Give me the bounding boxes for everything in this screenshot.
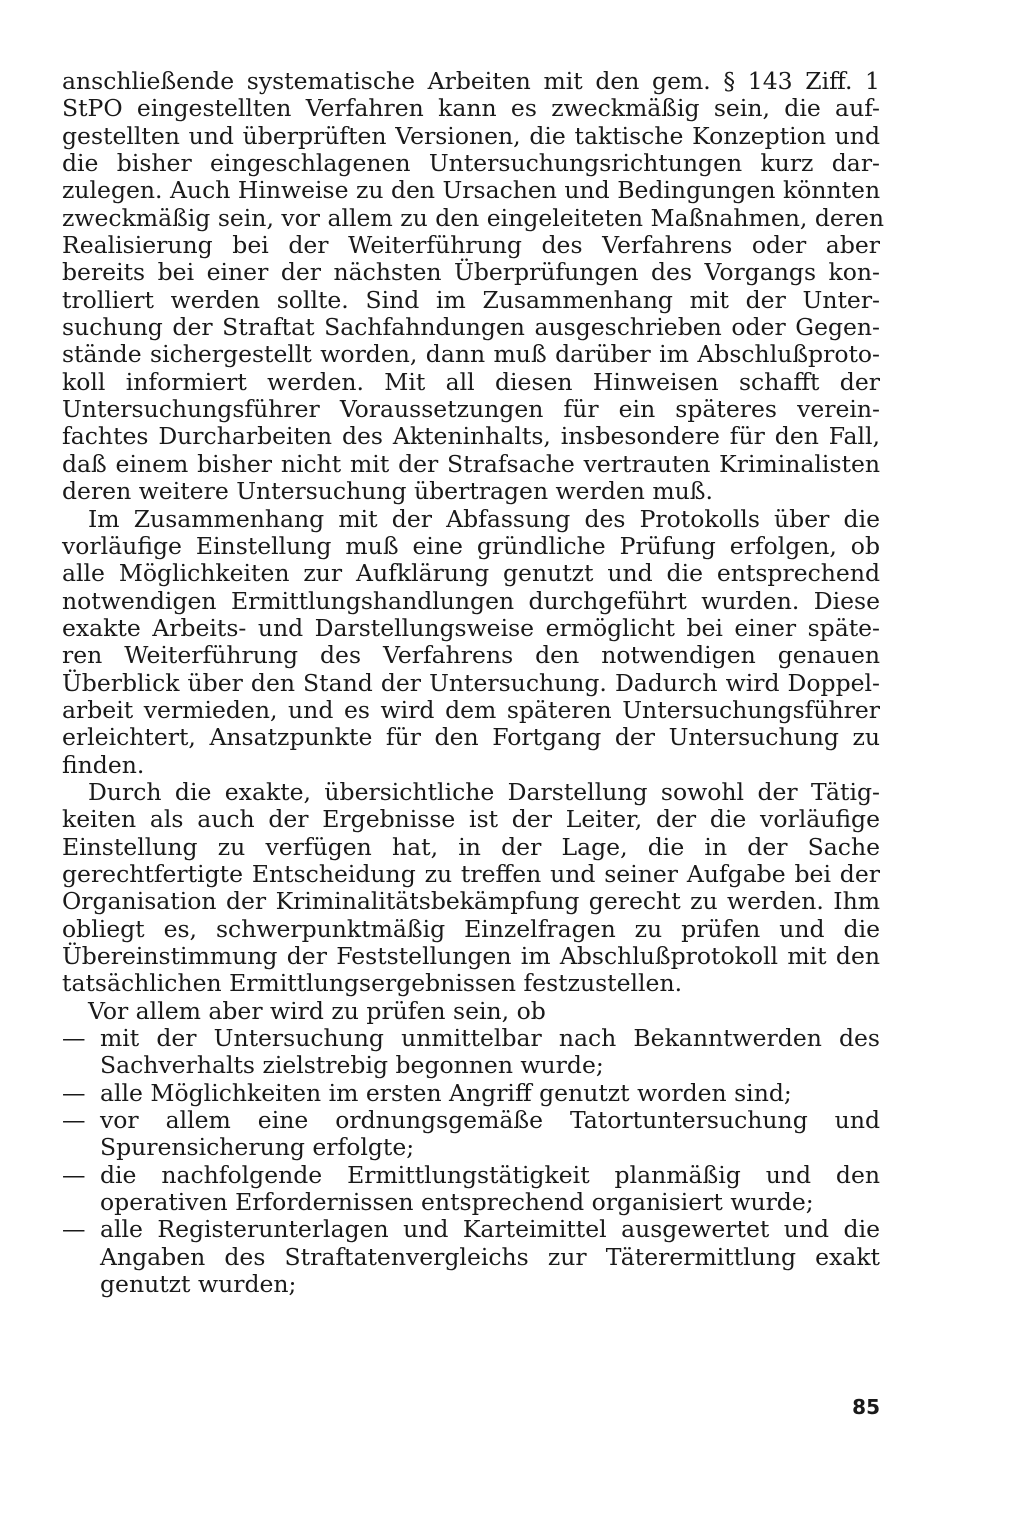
text-line: Realisierung bei der Weiterführung des Verfahrens oder aber	[62, 231, 880, 260]
dash-bullet: —	[62, 1106, 86, 1135]
text-line: stände sichergestellt worden, dann muß darüber im Abschlußproto-	[62, 340, 880, 369]
list-item-text: mit der Untersuchung unmittelbar nach Bekanntwerden des	[100, 1024, 880, 1053]
text-line: Organisation der Kriminalitätsbekämpfung gerecht zu werden. Ihm	[62, 887, 880, 916]
list-item-text: operativen Erfordernissen entsprechend organisiert wurde;	[100, 1188, 814, 1217]
text-line: Durch die exakte, übersichtliche Darstellung sowohl der Tätig-	[88, 777, 880, 806]
text-line: alle Möglichkeiten zur Aufklärung genutzt und die entsprechend	[62, 559, 880, 588]
text-line: zweckmäßig sein, vor allem zu den eingeleiteten Maßnahmen, deren	[62, 203, 885, 232]
text-line: finden.	[62, 750, 145, 779]
text-line: anschließende systematische Arbeiten mit den gem. § 143 Ziff. 1	[62, 67, 880, 95]
text-line: erleichtert, Ansatzpunkte für den Fortgang der Untersuchung zu	[62, 723, 880, 752]
list-item	[62, 1080, 880, 1107]
text-line: Untersuchungsführer Voraussetzungen für ein späteres verein-	[62, 395, 880, 424]
text-line: bereits bei einer der nächsten Überprüfungen des Vorgangs kon-	[62, 258, 880, 287]
text-line: tatsächlichen Ermittlungsergebnissen festzustellen.	[62, 969, 683, 998]
text-line: exakte Arbeits- und Darstellungsweise ermöglicht bei einer späte-	[62, 613, 880, 642]
text-line: daß einem bisher nicht mit der Strafsache vertrauten Kriminalisten	[62, 449, 880, 478]
text-line: die bisher eingeschlagenen Untersuchungsrichtungen kurz dar-	[62, 149, 880, 178]
text-line: gestellten und überprüften Versionen, die taktische Konzeption und	[62, 121, 880, 150]
text-line: suchung der Straftat Sachfahndungen ausgeschrieben oder Gegen-	[62, 313, 880, 342]
text-line: StPO eingestellten Verfahren kann es zweckmäßig sein, die auf-	[62, 94, 880, 123]
list-item	[62, 1162, 880, 1189]
text-line: arbeit vermieden, und es wird dem späteren Untersuchungsführer	[62, 695, 880, 724]
text-line: trolliert werden sollte. Sind im Zusammenhang mit der Unter-	[62, 285, 880, 314]
text-line: Übereinstimmung der Feststellungen im Abschlußprotokoll mit den	[62, 942, 880, 970]
text-line: Vor allem aber wird zu prüfen sein, ob	[88, 996, 546, 1025]
list-item-continuation	[62, 1134, 880, 1161]
text-line: gerechtfertigte Entscheidung zu treffen und seiner Aufgabe bei der	[62, 859, 880, 888]
text-line: fachtes Durcharbeiten des Akteninhalts, insbesondere für den Fall,	[62, 422, 880, 451]
text-line: Überblick über den Stand der Untersuchung. Dadurch wird Doppel-	[62, 668, 880, 697]
dash-bullet: —	[62, 1024, 86, 1053]
list-item-text: die nachfolgende Ermittlungstätigkeit planmäßig und den	[100, 1160, 880, 1189]
text-line: zulegen. Auch Hinweise zu den Ursachen und Bedingungen könnten	[62, 176, 881, 205]
dash-bullet: —	[62, 1078, 86, 1107]
list-item-continuation	[62, 1052, 880, 1079]
text-line: Im Zusammenhang mit der Abfassung des Protokolls über die	[88, 504, 880, 533]
dash-bullet: —	[62, 1215, 86, 1244]
list-item-text: Angaben des Straftatenvergleichs zur Täterermittlung exakt	[100, 1242, 880, 1271]
text-line: obliegt es, schwerpunktmäßig Einzelfragen zu prüfen und die	[62, 914, 880, 943]
list-item-continuation	[62, 1189, 880, 1216]
text-line: keiten als auch der Ergebnisse ist der Leiter, der die vorläufige	[62, 805, 880, 834]
page-body	[62, 67, 885, 1299]
list-item	[62, 1107, 880, 1134]
list-item-text: alle Möglichkeiten im ersten Angriff genutzt worden sind;	[100, 1078, 792, 1107]
list-item-text: vor allem eine ordnungsgemäße Tatortuntersuchung und	[100, 1106, 880, 1135]
list-item	[62, 1216, 880, 1243]
text-line: notwendigen Ermittlungshandlungen durchgeführt wurden. Diese	[62, 586, 880, 615]
list-item-text: Spurensicherung erfolgte;	[100, 1133, 415, 1162]
list-item	[62, 1025, 880, 1052]
page-number: 85	[852, 1395, 880, 1419]
text-line: ren Weiterführung des Verfahrens den notwendigen genauen	[62, 641, 880, 670]
list-item-text: genutzt wurden;	[100, 1270, 297, 1299]
list-item-text: Sachverhalts zielstrebig begonnen wurde;	[100, 1051, 604, 1080]
list-item-continuation	[62, 1244, 880, 1271]
list-item-continuation	[62, 1271, 880, 1298]
dash-bullet: —	[62, 1160, 86, 1189]
text-line: Einstellung zu verfügen hat, in der Lage, die in der Sache	[62, 832, 880, 861]
text-line: deren weitere Untersuchung übertragen werden muß.	[62, 477, 713, 506]
text-line: vorläufige Einstellung muß eine gründliche Prüfung erfolgen, ob	[62, 531, 880, 560]
list-item-text: alle Registerunterlagen und Karteimittel ausgewertet und die	[100, 1215, 880, 1244]
text-line: koll informiert werden. Mit all diesen Hinweisen schafft der	[62, 367, 880, 396]
